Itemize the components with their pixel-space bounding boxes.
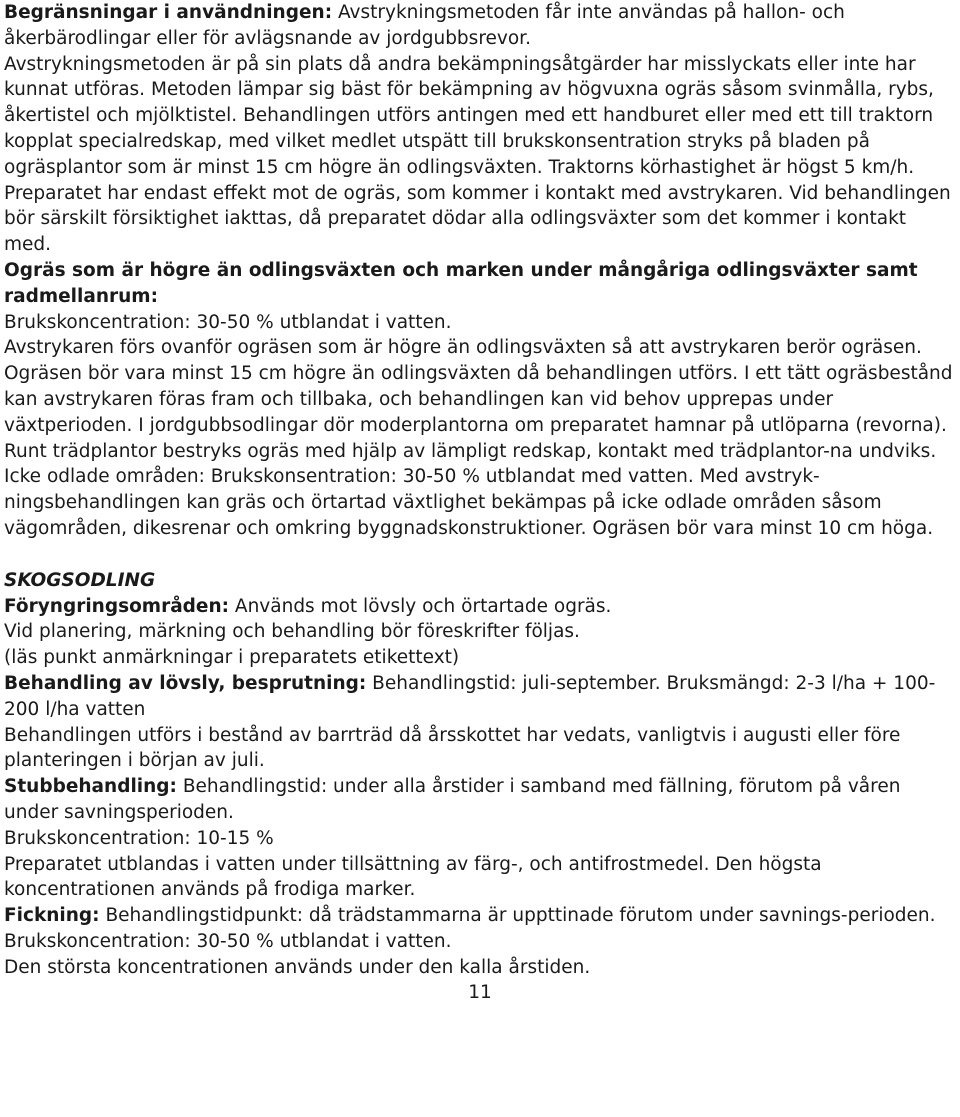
paragraph-text: Behandlingstid: juli-september. Bruksmängd: 2-3 l/ha + 100-200 l/ha vatten	[4, 672, 936, 720]
paragraph-text: Behandlingstid: under alla årstider i samband med fällning, förutom på våren under savningsperioden.	[4, 776, 901, 823]
paragraph	[4, 826, 956, 852]
paragraph	[4, 594, 956, 620]
paragraph-text: Behandlingstidpunkt: då trädstammarna är uppttinade förutom under savnings-perioden.	[99, 905, 936, 927]
paragraph-text: Icke odlade områden: Brukskonsentration: 30-50 % utblandat med vatten. Med avstryk-ningsbehandlingen kan gräs och örtartad växtlighet bekämpas på icke odlade områden såsom vägområden, dikesrenar och omkring byggnadskonstruktioner. Ogräsen bör vara minst 10 cm höga.	[4, 466, 934, 539]
paragraph-text: Avstrykningsmetoden är på sin plats då andra bekämpningsåtgärder har misslyckats eller inte har kunnat utföras. Metoden lämpar sig bäst för bekämpning av högvuxna ogräs såsom svinmålla, rybs, åkertistel och mjölktistel. Behandlingen utförs antingen med ett handburet eller med ett till traktorn kopplat specialredskap, med vilket medlet utspätt till brukskonsentration stryks på bladen på ogräsplantor som är minst 15 cm högre än odlingsväxten. Traktorns körhastighet är högst 5 km/h.	[4, 53, 934, 178]
paragraph	[4, 619, 956, 645]
paragraph	[4, 464, 956, 541]
paragraph-text: (läs punkt anmärkningar i preparatets etikettext)	[4, 647, 460, 669]
paragraph-text: Preparatet utblandas i vatten under tillsättning av färg-, och antifrostmedel. Den högsta koncentrationen används på frodiga marker.	[4, 853, 822, 901]
skogsodling-section	[4, 594, 956, 981]
paragraph	[4, 852, 956, 904]
paragraph-text: Avstrykningsmetoden får inte användas på hallon- och åkerbärodlingar eller för avlägsnande av jordgubbsrevor.	[4, 2, 845, 49]
paragraph	[4, 335, 956, 438]
paragraph-text: Brukskoncentration: 30-50 % utblandat i vatten.	[4, 930, 452, 952]
page-number: 11	[468, 982, 492, 1004]
paragraph	[4, 258, 956, 310]
paragraph-lead: Behandling av lövsly, besprutning:	[4, 672, 367, 694]
paragraph-text: Preparatet har endast effekt mot de ogräs, som kommer i kontakt med avstrykaren. Vid behandlingen bör särskilt försiktighet iakttas, då preparatet dödar alla odlingsväxter som det kommer i kontakt med.	[4, 182, 951, 256]
paragraph	[4, 955, 956, 981]
paragraph-lead: Stubbehandling:	[4, 776, 177, 798]
section-heading: SKOGSODLING	[4, 569, 156, 591]
paragraph-text: Brukskoncentration: 10-15 %	[4, 827, 274, 849]
paragraph	[4, 645, 956, 671]
paragraph	[4, 439, 956, 465]
paragraph	[4, 774, 956, 826]
top-section	[4, 0, 956, 542]
paragraph	[4, 310, 956, 336]
paragraph-text: Runt trädplantor bestryks ogräs med hjälp av lämpligt redskap, kontakt med trädplantor-na undviks.	[4, 440, 937, 462]
paragraph	[4, 903, 956, 929]
paragraph	[4, 929, 956, 955]
paragraph-text: Brukskoncentration: 30-50 % utblandat i vatten.	[4, 311, 452, 333]
paragraph-lead: Fickning:	[4, 905, 100, 927]
paragraph	[4, 52, 956, 181]
paragraph-text: Den största koncentrationen används under den kalla årstiden.	[4, 956, 591, 978]
paragraph	[4, 671, 956, 723]
paragraph-text: Behandlingen utförs i bestånd av barrträd då årsskottet har vedats, vanligtvis i augusti eller före planteringen i början av juli.	[4, 724, 901, 772]
paragraph-lead: Föryngringsområden:	[4, 595, 230, 617]
paragraph	[4, 0, 956, 52]
paragraph-text: Används mot lövsly och örtartade ogräs.	[229, 595, 612, 617]
paragraph	[4, 181, 956, 258]
paragraph-lead: Ogräs som är högre än odlingsväxten och marken under mångåriga odlingsväxter samt radmellanrum:	[4, 259, 918, 307]
paragraph-text: Avstrykaren förs ovanför ogräsen som är högre än odlingsväxten så att avstrykaren berör ogräsen. Ogräsen bör vara minst 15 cm högre än odlingsväxten då behandlingen utförs. I ett tätt ogräsbestånd kan avstrykaren föras fram och tillbaka, och behandlingen kan vid behov upprepas under växtperioden. I jordgubbsodlingar dör moderplantorna om preparatet hamnar på utlöparna (revorna).	[4, 337, 953, 436]
paragraph	[4, 723, 956, 775]
paragraph-text: Vid planering, märkning och behandling bör föreskrifter följas.	[4, 621, 580, 643]
paragraph-lead: Begränsningar i användningen:	[4, 2, 333, 23]
